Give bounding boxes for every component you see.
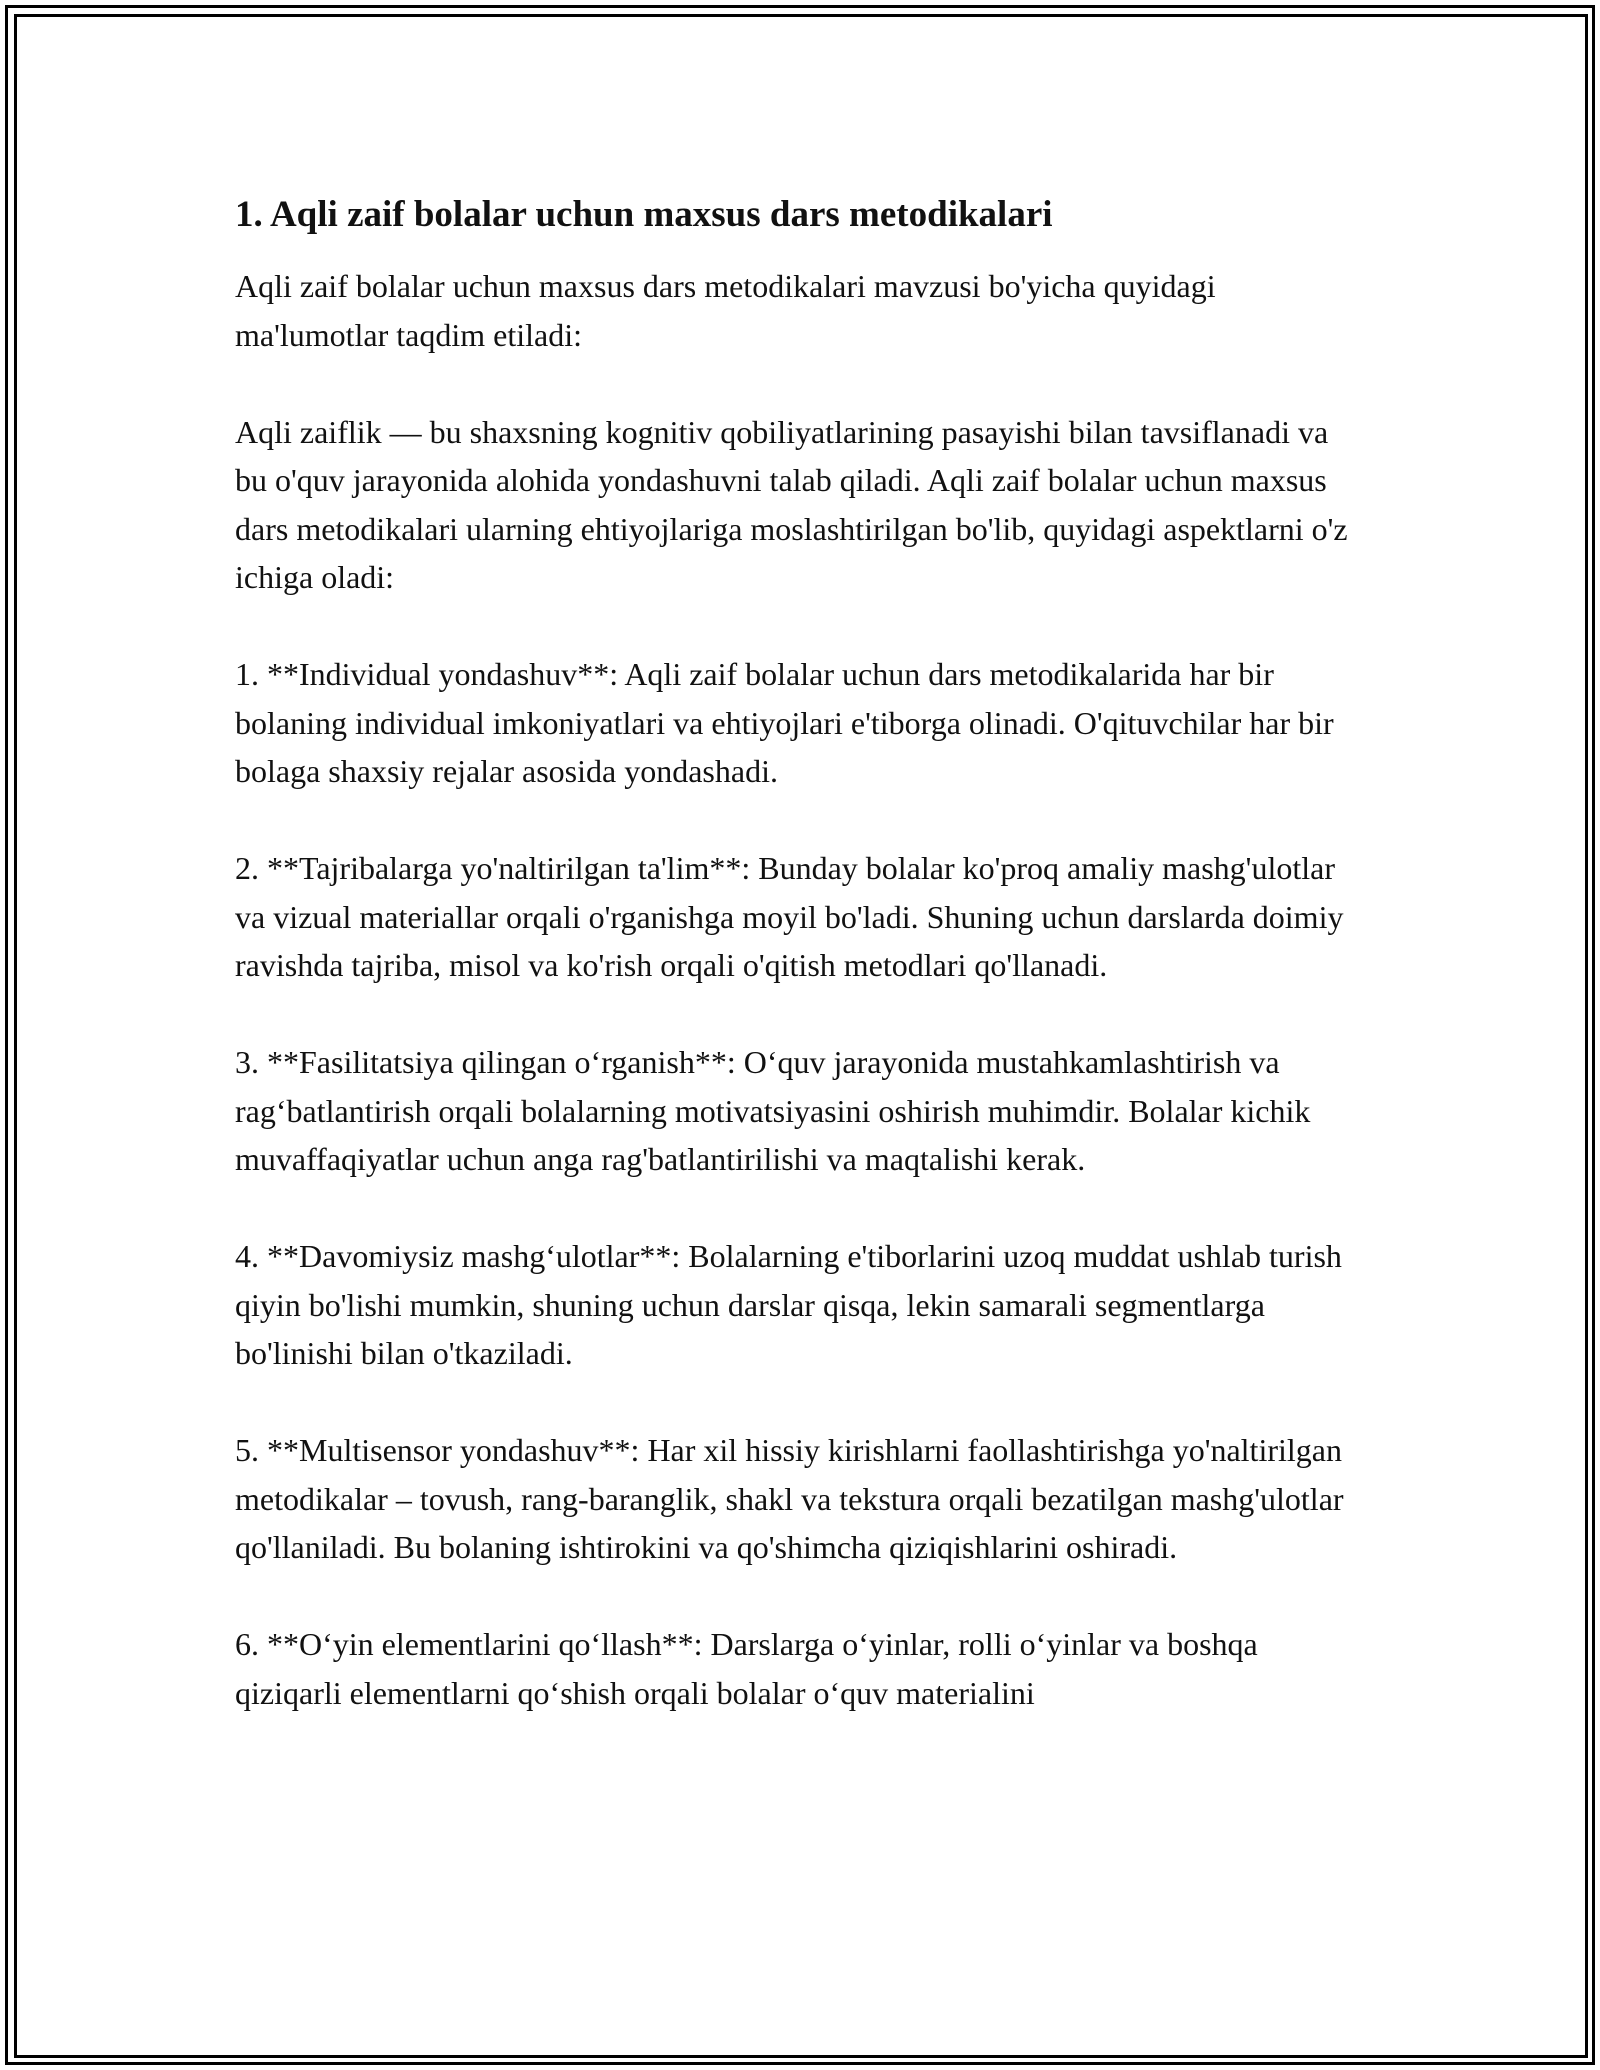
list-item-game-elements: 6. **O‘yin elementlarini qo‘llash**: Darslarga o‘yinlar, rolli o‘yinlar va boshqa qiziqarli elementlarni qo‘shish orqali bolalar o‘quv materialini — [235, 1626, 1258, 1711]
list-item-multisensory: 5. **Multisensor yondashuv**: Har xil hissiy kirishlarni faollashtirishga yo'naltirilgan metodikalar – tovush, rang-baranglik, shakl va tekstura orqali bezatilgan mashg'ulotlar qo'llaniladi. Bu bolaning ishtirokini va qo'shimcha qiziqishlarini oshiradi. — [235, 1432, 1344, 1565]
intro-paragraph: Aqli zaif bolalar uchun maxsus dars metodikalari mavzusi bo'yicha quyidagi ma'lumotlar taqdim etiladi: — [235, 268, 1216, 353]
document-title: 1. Aqli zaif bolalar uchun maxsus dars metodikalari — [235, 194, 1053, 235]
list-item-individual-approach: 1. **Individual yondashuv**: Aqli zaif bolalar uchun dars metodikalarida har bir bolaning individual imkoniyatlari va ehtiyojlari e'tiborga olinadi. O'qituvchilar har bir bolaga shaxsiy rejalar asosida yondashadi. — [235, 656, 1334, 789]
list-item-experience-learning: 2. **Tajribalarga yo'naltirilgan ta'lim**: Bunday bolalar ko'proq amaliy mashg'ulotlar va vizual materiallar orqali o'rganishga moyil bo'ladi. Shuning uchun darslarda doimiy ravishda tajriba, misol va ko'rish orqali o'qitish metodlari qo'llanadi. — [235, 850, 1344, 983]
list-item-short-sessions: 4. **Davomiysiz mashg‘ulotlar**: Bolalarning e'tiborlarini uzoq muddat ushlab turish qiyin bo'lishi mumkin, shuning uchun darslar qisqa, lekin samarali segmentlarga bo'linishi bilan o'tkaziladi. — [235, 1238, 1342, 1371]
document-body — [235, 190, 1365, 1766]
list-item-facilitated-learning: 3. **Fasilitatsiya qilingan o‘rganish**: O‘quv jarayonida mustahkamlashtirish va rag‘batlantirish orqali bolalarning motivatsiyasini oshirish muhimdir. Bolalar kichik muvaffaqiyatlar uchun anga rag'batlantirilishi va maqtalishi kerak. — [235, 1044, 1311, 1177]
definition-paragraph: Aqli zaiflik — bu shaxsning kognitiv qobiliyatlarining pasayishi bilan tavsiflanadi va bu o'quv jarayonida alohida yondashuvni talab qiladi. Aqli zaif bolalar uchun maxsus dars metodikalari ularning ehtiyojlariga moslashtirilgan bo'lib, quyidagi aspektlarni o'z ichiga oladi: — [235, 413, 1348, 595]
